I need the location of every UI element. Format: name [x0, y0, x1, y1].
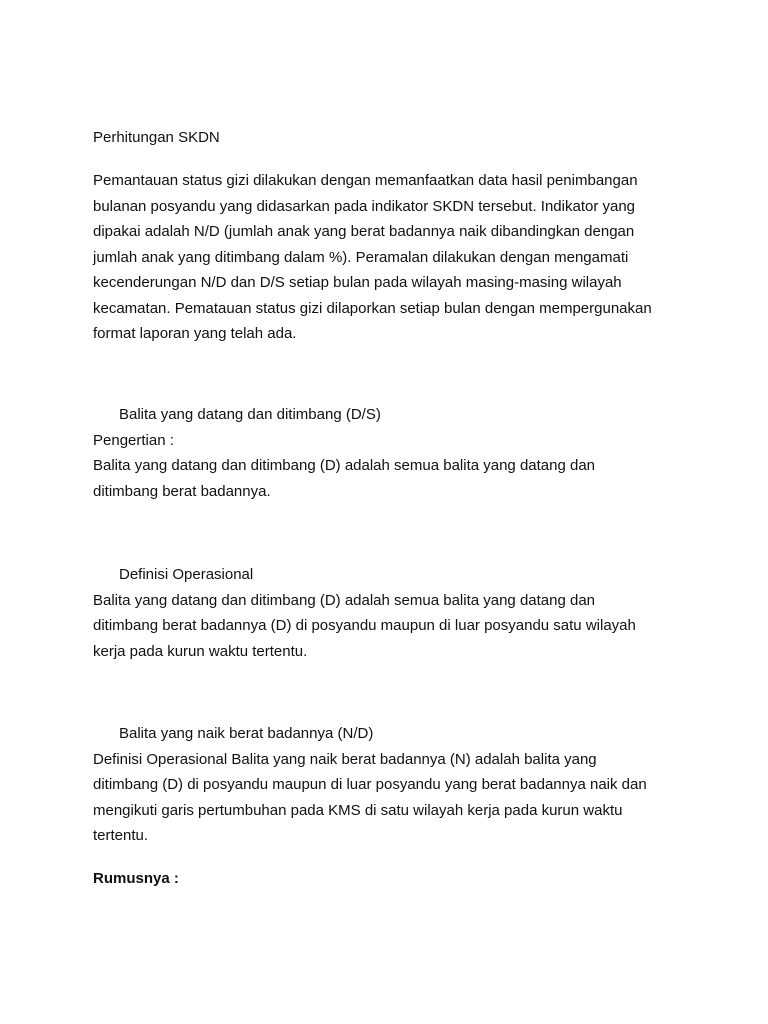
formula-label-text: Rumusnya : [93, 870, 179, 887]
section-def-line: ditimbang berat badannya (D) di posyandu maupun di luar posyandu satu wilayah [93, 617, 636, 634]
section-nd [93, 721, 693, 849]
section-nd-heading: Balita yang naik berat badannya (N/D) [119, 725, 374, 742]
section-def-line: kerja pada kurun waktu tertentu. [93, 642, 308, 660]
intro-paragraph [93, 168, 693, 347]
section-ds-label: Pengertian : [93, 431, 174, 449]
intro-line: kecenderungan N/D dan D/S setiap bulan pada wilayah masing-masing wilayah [93, 274, 622, 291]
section-nd-line: mengikuti garis pertumbuhan pada KMS di satu wilayah kerja pada kurun waktu [93, 801, 623, 819]
section-ds-line: Balita yang datang dan ditimbang (D) adalah semua balita yang datang dan [93, 457, 596, 474]
section-definition [93, 562, 693, 664]
intro-line: Pemantauan status gizi dilakukan dengan memanfaatkan data hasil penimbangan [93, 172, 638, 189]
section-def-heading: Definisi Operasional [119, 566, 254, 583]
section-ds-line: ditimbang berat badannya. [93, 482, 271, 500]
section-def-line: Balita yang datang dan ditimbang (D) adalah semua balita yang datang dan [93, 591, 596, 609]
section-ds [93, 402, 693, 504]
document-title [93, 125, 693, 151]
formula-label [93, 866, 693, 892]
intro-line: jumlah anak yang ditimbang dalam %). Peramalan dilakukan dengan mengamati [93, 248, 629, 266]
section-ds-heading: Balita yang datang dan ditimbang (D/S) [119, 406, 381, 423]
intro-line: dipakai adalah N/D (jumlah anak yang berat badannya naik dibandingkan dengan [93, 223, 635, 240]
title-text: Perhitungan SKDN [93, 129, 220, 146]
intro-line: bulanan posyandu yang didasarkan pada indikator SKDN tersebut. Indikator yang [93, 197, 636, 215]
section-nd-line: ditimbang (D) di posyandu maupun di luar posyandu yang berat badannya naik dan [93, 776, 647, 793]
intro-line: kecamatan. Pematauan status gizi dilaporkan setiap bulan dengan mempergunakan [93, 299, 652, 317]
intro-line: format laporan yang telah ada. [93, 325, 297, 342]
section-nd-line: tertentu. [93, 827, 149, 844]
section-nd-line: Definisi Operasional Balita yang naik berat badannya (N) adalah balita yang [93, 750, 597, 768]
